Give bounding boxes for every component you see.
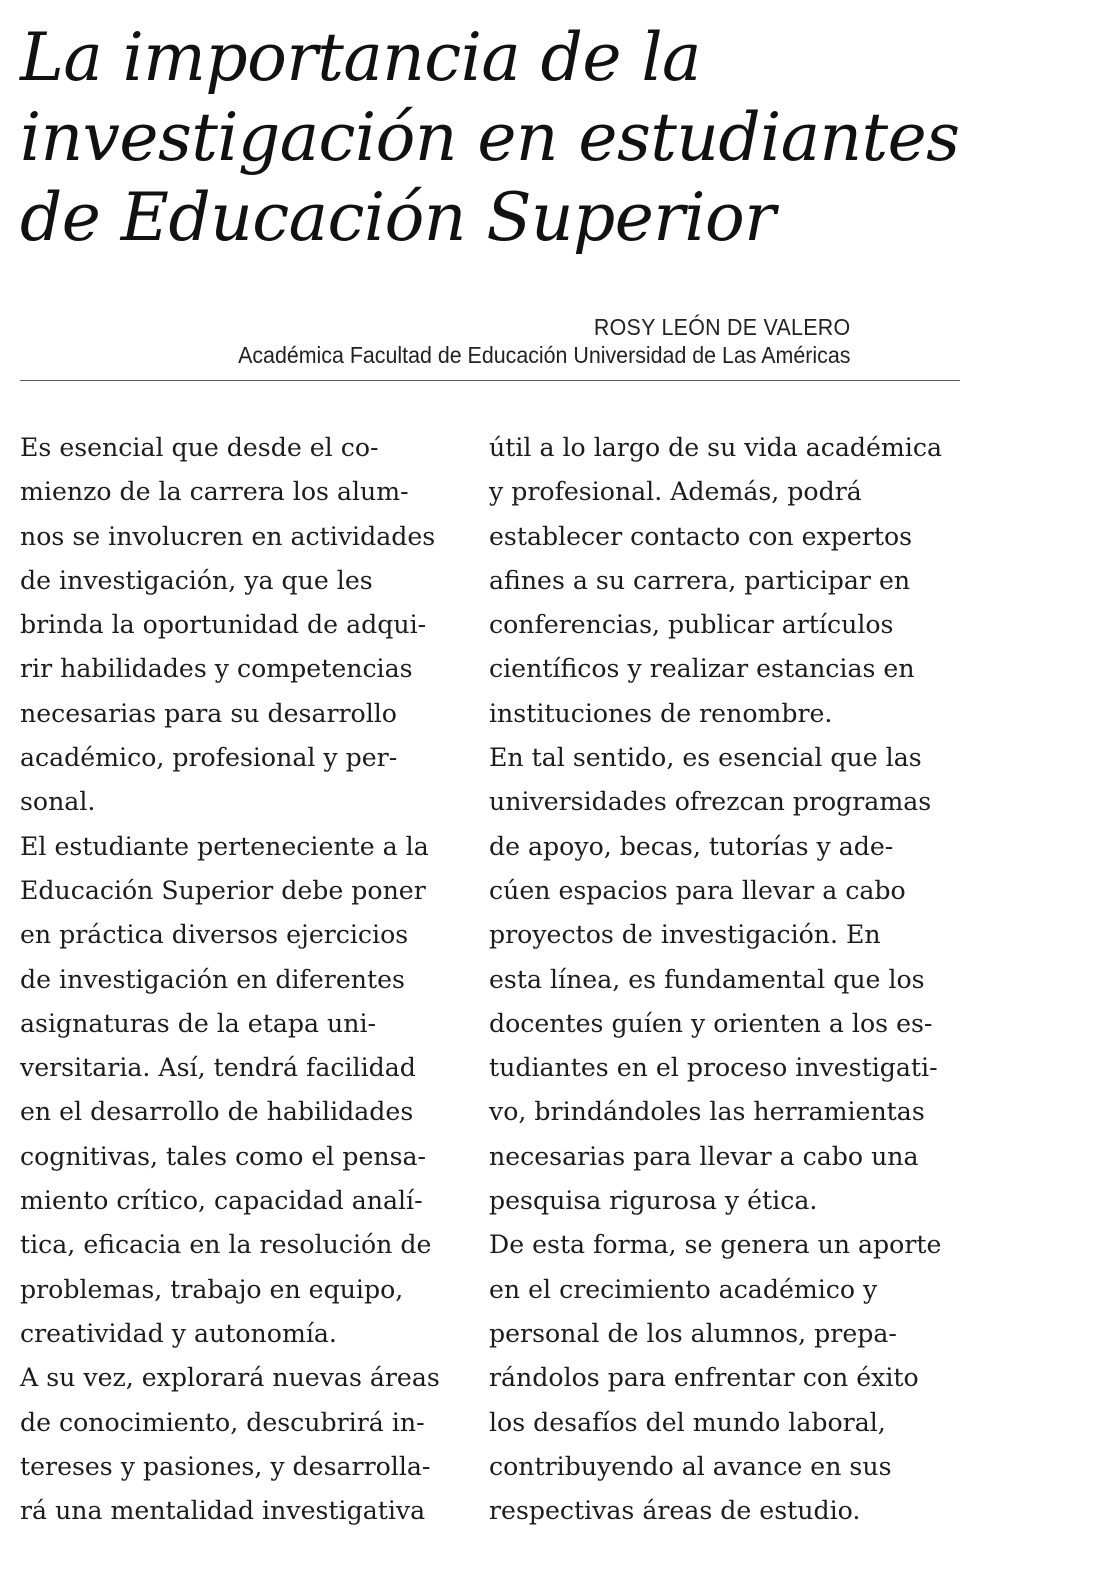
body-text-line: de conocimiento, descubrirá in- xyxy=(20,1407,425,1437)
body-text-line: creatividad y autonomía. xyxy=(20,1318,337,1348)
body-text-line: universidades ofrezcan programas xyxy=(489,787,932,817)
body-text-line: rir habilidades y competencias xyxy=(20,654,413,684)
body-text-line: los desafíos del mundo laboral, xyxy=(489,1407,886,1437)
author-name: ROSY LEÓN DE VALERO xyxy=(593,314,850,340)
body-text-line: cognitivas, tales como el pensa- xyxy=(20,1141,427,1171)
body-text-line: En tal sentido, es esencial que las xyxy=(489,743,922,773)
title-line: investigación en estudiantes xyxy=(20,99,960,176)
body-text-line: contribuyendo al avance en sus xyxy=(489,1451,892,1481)
body-text-line: sonal. xyxy=(20,787,96,817)
body-text-line: en práctica diversos ejercicios xyxy=(20,920,409,950)
body-column-left xyxy=(20,426,465,1533)
body-text-line: mienzo de la carrera los alum- xyxy=(20,477,409,507)
byline xyxy=(238,313,850,369)
body-text-line: en el crecimiento académico y xyxy=(489,1274,878,1304)
title-line: de Educación Superior xyxy=(20,179,776,256)
body-text-line: proyectos de investigación. En xyxy=(489,920,881,950)
header-divider xyxy=(20,380,960,381)
body-text-line: útil a lo largo de su vida académica xyxy=(489,433,942,462)
body-column-right xyxy=(489,426,969,1533)
body-text-line: personal de los alumnos, prepa- xyxy=(489,1318,897,1348)
body-text-line: Es esencial que desde el co- xyxy=(20,433,379,462)
body-text-line: Educación Superior debe poner xyxy=(20,875,426,905)
body-text-line: y profesional. Además, podrá xyxy=(489,477,862,507)
body-text-line: vo, brindándoles las herramientas xyxy=(489,1097,925,1127)
body-text-line: científicos y realizar estancias en xyxy=(489,654,915,684)
body-text-line: tica, eficacia en la resolución de xyxy=(20,1230,432,1260)
body-text-line: cúen espacios para llevar a cabo xyxy=(489,875,906,905)
body-text-line: necesarias para su desarrollo xyxy=(20,698,397,728)
body-text-line: instituciones de renombre. xyxy=(489,698,833,728)
body-text-line: rá una mentalidad investigativa xyxy=(20,1496,426,1526)
body-text-line: esta línea, es fundamental que los xyxy=(489,964,925,994)
article-title xyxy=(20,18,980,258)
body-text-line: necesarias para llevar a cabo una xyxy=(489,1141,919,1171)
body-text-line: rándolos para enfrentar con éxito xyxy=(489,1363,919,1393)
body-text-line: De esta forma, se genera un aporte xyxy=(489,1230,942,1260)
body-text-line: respectivas áreas de estudio. xyxy=(489,1496,861,1526)
body-text-line: de apoyo, becas, tutorías y ade- xyxy=(489,831,894,861)
body-text-line: pesquisa rigurosa y ética. xyxy=(489,1186,818,1216)
body-text-line: conferencias, publicar artículos xyxy=(489,610,894,640)
body-text-line: tudiantes en el proceso investigati- xyxy=(489,1053,938,1083)
body-text-line: asignaturas de la etapa uni- xyxy=(20,1008,377,1038)
body-text-line: miento crítico, capacidad analí- xyxy=(20,1186,423,1216)
body-text-line: nos se involucren en actividades xyxy=(20,521,436,551)
body-text-line: brinda la oportunidad de adqui- xyxy=(20,610,427,640)
body-text-line: docentes guíen y orienten a los es- xyxy=(489,1008,933,1038)
body-text-line: afines a su carrera, participar en xyxy=(489,565,911,595)
body-text-line: versitaria. Así, tendrá facilidad xyxy=(20,1053,416,1083)
body-text-line: académico, profesional y per- xyxy=(20,743,398,773)
body-text-line: de investigación, ya que les xyxy=(20,565,373,595)
body-text-line: de investigación en diferentes xyxy=(20,964,405,994)
title-line: La importancia de la xyxy=(20,19,701,96)
author-affiliation: Académica Facultad de Educación Universidad de Las Américas xyxy=(237,342,850,368)
body-text-line: El estudiante perteneciente a la xyxy=(20,831,429,861)
body-text-line: establecer contacto con expertos xyxy=(489,521,913,551)
body-text-line: en el desarrollo de habilidades xyxy=(20,1097,414,1127)
body-text-line: A su vez, explorará nuevas áreas xyxy=(20,1363,440,1393)
body-text-line: tereses y pasiones, y desarrolla- xyxy=(20,1451,431,1481)
body-text-line: problemas, trabajo en equipo, xyxy=(20,1274,404,1304)
